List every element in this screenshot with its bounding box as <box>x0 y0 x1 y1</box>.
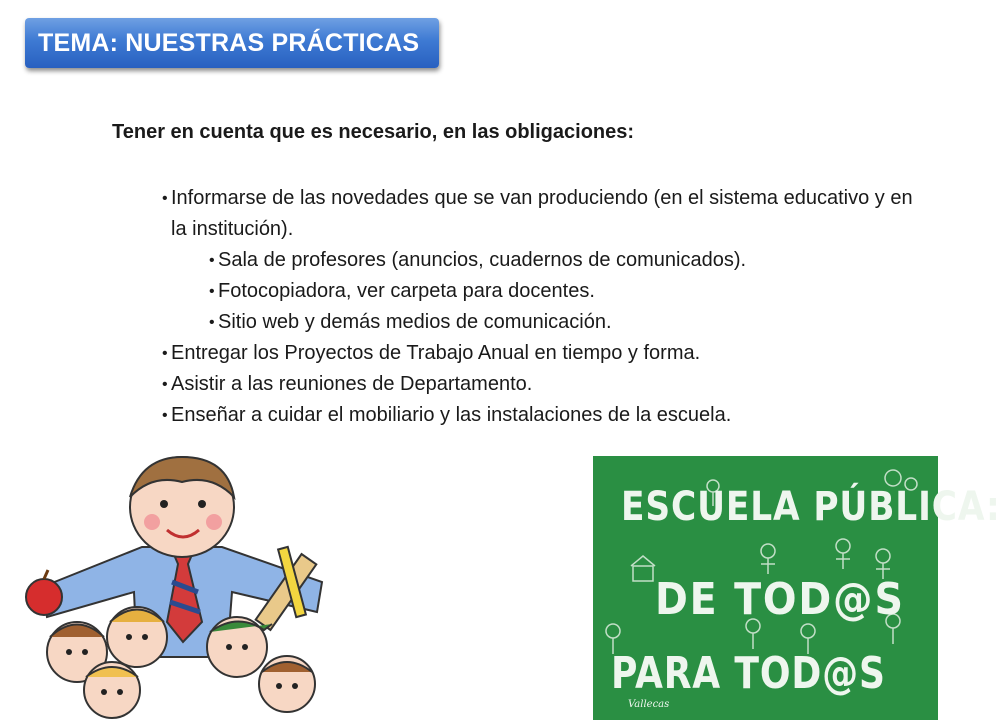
escuela-publica-board-image <box>593 456 1001 720</box>
bullet-item: • Asistir a las reuniones de Departamento. <box>162 369 922 400</box>
teacher-children-illustration <box>22 452 342 720</box>
board-line-1: ESCUELA PÚBLICA: <box>621 484 1001 530</box>
bullet-item: • Sala de profesores (anuncios, cuadernos de comunicados). <box>209 245 922 276</box>
board-line-3: PARA TOD@S <box>611 648 886 699</box>
slide-title: TEMA: NUESTRAS PRÁCTICAS <box>25 18 439 68</box>
bullet-item: • Enseñar a cuidar el mobiliario y las instalaciones de la escuela. <box>162 400 922 431</box>
board-signature: Vallecas <box>628 699 670 710</box>
intro-text: Tener en cuenta que es necesario, en las obligaciones: <box>112 121 635 143</box>
bullet-item: • Sitio web y demás medios de comunicación. <box>209 307 922 338</box>
board-line-2: DE TOD@S <box>655 574 905 625</box>
bullet-item: • Fotocopiadora, ver carpeta para docentes. <box>209 276 922 307</box>
bullet-item: • Informarse de las novedades que se van produciendo (en el sistema educativo y en la institución). <box>162 183 922 245</box>
bullet-list <box>162 183 922 431</box>
bullet-item: • Entregar los Proyectos de Trabajo Anual en tiempo y forma. <box>162 338 922 369</box>
